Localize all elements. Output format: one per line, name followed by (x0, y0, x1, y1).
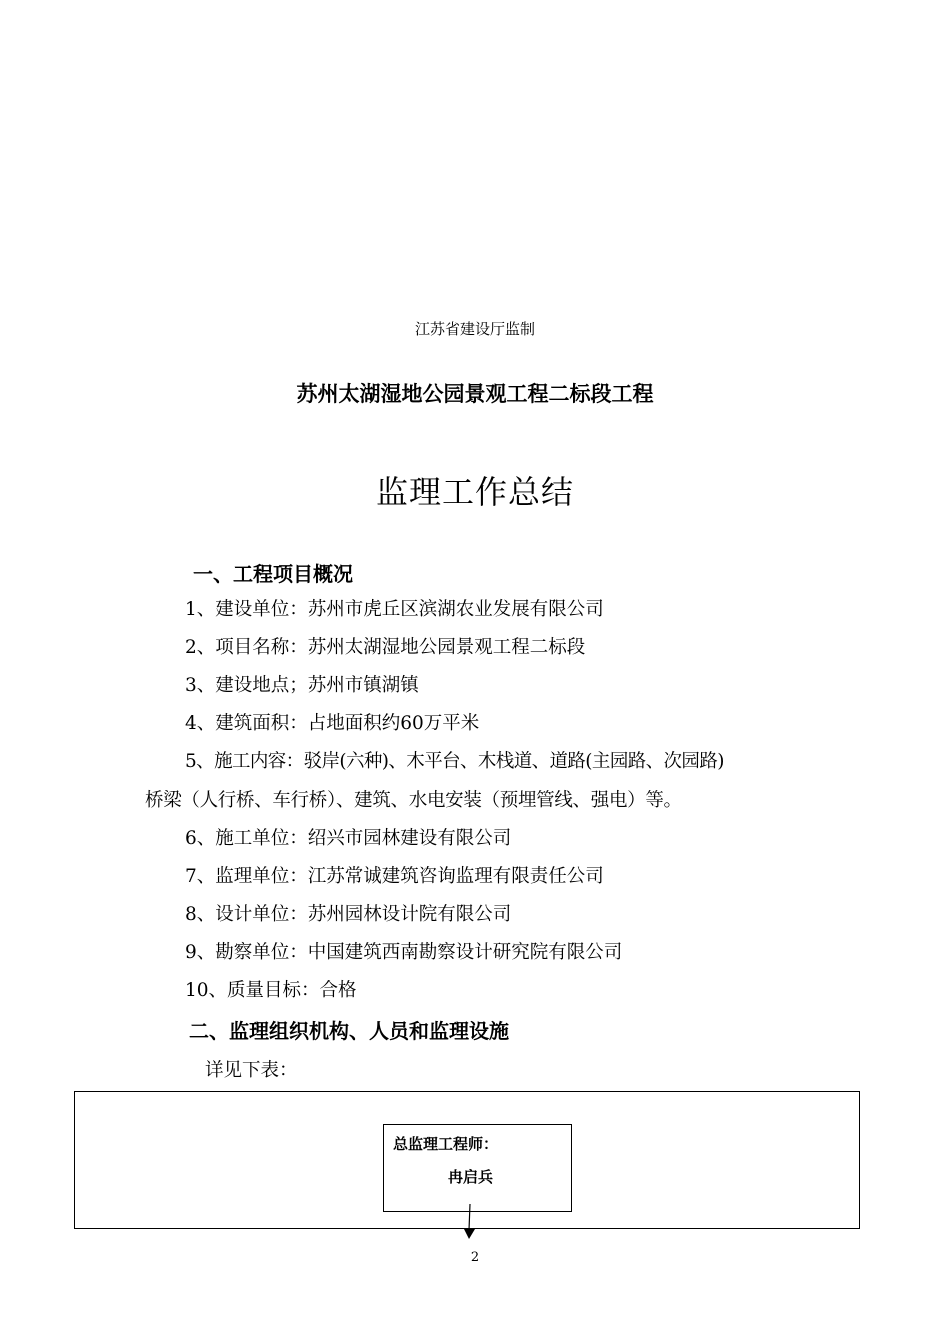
overview-item-construction-unit: 1、建设单位：苏州市虎丘区滨湖农业发展有限公司 (185, 599, 604, 620)
overview-item-project-name: 2、项目名称：苏州太湖湿地公园景观工程二标段 (185, 637, 586, 658)
page-number: 2 (470, 1250, 480, 1265)
chief-engineer-label: 总监理工程师： (393, 1135, 499, 1153)
section2-heading: 二、监理组织机构、人员和监理设施 (189, 1019, 509, 1043)
issuer-text: 江苏省建设厅监制 (414, 320, 535, 338)
org-chart-arrow (460, 1198, 480, 1243)
overview-item-location: 3、建设地点；苏州市镇湖镇 (185, 675, 419, 696)
section2-note: 详见下表： (205, 1060, 298, 1081)
document-title: 监理工作总结 (375, 473, 574, 511)
overview-item-area: 4、建筑面积：占地面积约60万平米 (185, 713, 480, 734)
overview-item-surveyor: 9、勘察单位：中国建筑西南勘察设计研究院有限公司 (185, 942, 623, 963)
chief-engineer-name: 冉启兵 (448, 1168, 494, 1186)
overview-item-scope-continued: 桥梁（人行桥、车行桥）、建筑、水电安装（预埋管线、强电）等。 (145, 790, 682, 811)
overview-item-scope: 5、施工内容：驳岸(六种)、木平台、木栈道、道路(主园路、次园路) (185, 751, 724, 772)
overview-item-supervisor: 7、监理单位：江苏常诚建筑咨询监理有限责任公司 (185, 866, 604, 887)
overview-item-designer: 8、设计单位：苏州园林设计院有限公司 (185, 904, 512, 925)
project-title: 苏州太湖湿地公园景观工程二标段工程 (296, 381, 654, 406)
section1-heading: 一、工程项目概况 (193, 562, 353, 586)
overview-item-contractor: 6、施工单位：绍兴市园林建设有限公司 (185, 828, 512, 849)
overview-item-quality-target: 10、质量目标：合格 (185, 980, 357, 1001)
